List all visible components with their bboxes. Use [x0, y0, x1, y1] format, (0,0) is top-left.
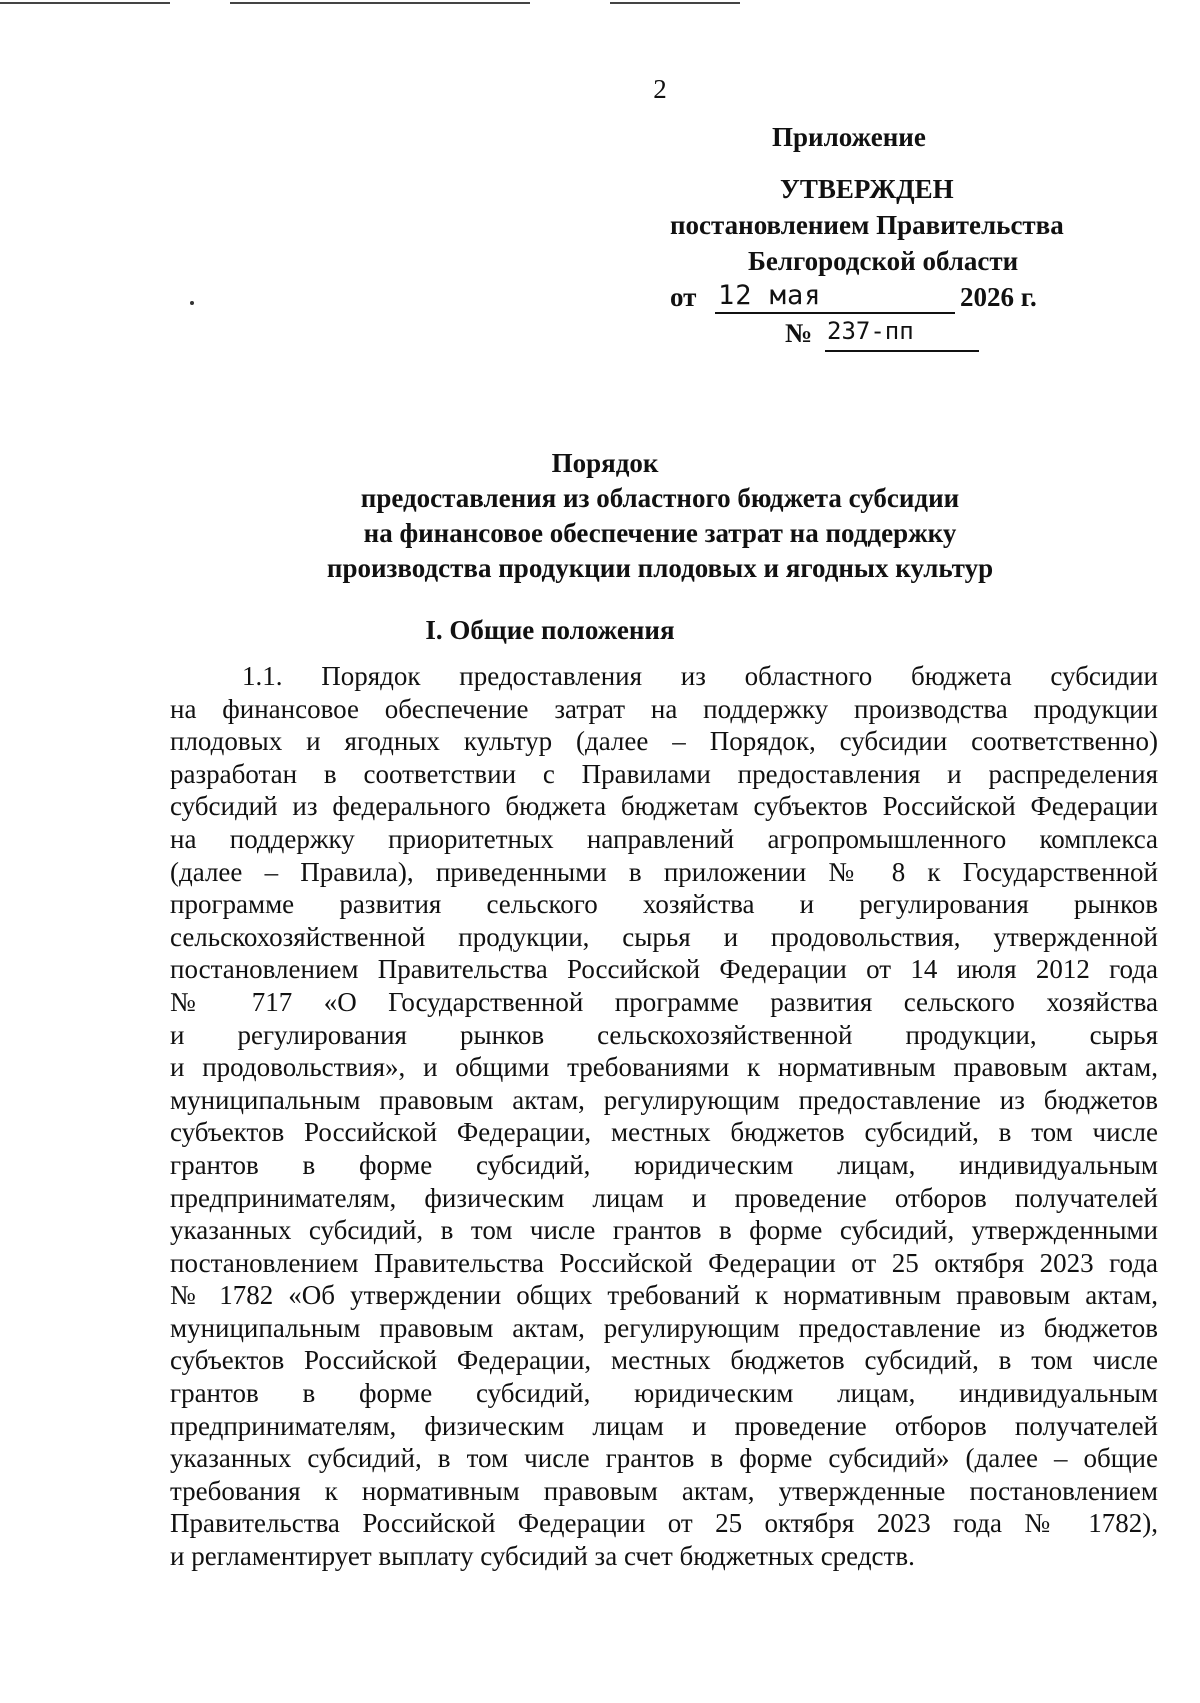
page-number: 2 — [653, 74, 667, 104]
body-line: грантов в форме субсидий, юридическим лицам, индивидуальным — [170, 1378, 1158, 1409]
body-line: предпринимателям, физическим лицам и проведение отборов получателей — [170, 1410, 1158, 1441]
title-line: предоставления из областного бюджета субсидии — [360, 483, 960, 513]
scan-edge-mark — [0, 2, 170, 4]
body-line: грантов в форме субсидий, юридическим лицам, индивидуальным — [170, 1149, 1158, 1180]
date-value: 12 мая — [718, 280, 822, 311]
body-line: субъектов Российской Федерации, местных бюджетов субсидий, в том числе — [170, 1345, 1158, 1376]
scan-edge-mark — [610, 2, 740, 4]
body-line: муниципальным правовым актам, регулирующим предоставление из бюджетов — [170, 1312, 1158, 1343]
body-line: требования к нормативным правовым актам, утвержденные постановлением — [170, 1475, 1158, 1506]
body-line: на поддержку приоритетных направлений агропромышленного комплекса — [170, 823, 1158, 854]
document-title — [0, 446, 1200, 586]
body-line: предпринимателям, физическим лицам и проведение отборов получателей — [170, 1182, 1158, 1213]
body-line: муниципальным правовым актам, регулирующим предоставление из бюджетов — [170, 1084, 1158, 1115]
body-paragraph — [170, 660, 1158, 1573]
approval-number-line — [785, 318, 985, 354]
body-line: на финансовое обеспечение затрат на поддержку производства продукции — [170, 693, 1158, 724]
section-heading: I. Общие положения — [425, 615, 675, 645]
region-line: Белгородской области — [748, 246, 1019, 276]
body-line: 1.1. Порядок предоставления из областного бюджета субсидии — [242, 661, 1158, 691]
appendix-label: Приложение — [772, 122, 926, 152]
number-value: 237-пп — [827, 317, 914, 345]
approved-by-line: постановлением Правительства — [670, 210, 1064, 240]
body-line: плодовых и ягодных культур (далее – Порядок, субсидии соответственно) — [170, 726, 1158, 757]
body-line: субъектов Российской Федерации, местных бюджетов субсидий, в том числе — [170, 1117, 1158, 1148]
body-line: и регулирования рынков сельскохозяйственной продукции, сырья — [170, 1019, 1158, 1050]
body-line: разработан в соответствии с Правилами предоставления и распределения — [170, 758, 1158, 789]
body-line: сельскохозяйственной продукции, сырья и продовольствия, утвержденной — [170, 921, 1158, 952]
title-line: на финансовое обеспечение затрат на поддержку — [363, 518, 957, 548]
approval-date-line — [670, 282, 1110, 318]
approved-label: УТВЕРЖДЕН — [780, 174, 954, 204]
body-line: субсидий из федерального бюджета бюджетам субъектов Российской Федерации — [170, 791, 1158, 822]
body-line: Правительства Российской Федерации от 25 октября 2023 года № 1782), — [170, 1508, 1158, 1539]
body-line: указанных субсидий, в том числе грантов в форме субсидий» (далее – общие — [170, 1443, 1158, 1474]
body-line: указанных субсидий, в том числе грантов в форме субсидий, утвержденными — [170, 1215, 1158, 1246]
body-line: постановлением Правительства Российской Федерации от 14 июля 2012 года — [170, 954, 1158, 985]
date-prefix: от — [670, 282, 697, 312]
number-prefix: № — [785, 318, 813, 348]
body-line: и регламентирует выплату субсидий за счет бюджетных средств. — [170, 1541, 915, 1572]
body-line: постановлением Правительства Российской Федерации от 25 октября 2023 года — [170, 1247, 1158, 1278]
title-line: производства продукции плодовых и ягодных культур — [326, 553, 994, 583]
scan-edge-mark — [230, 2, 530, 4]
date-year: 2026 г. — [960, 282, 1037, 312]
title-line: Порядок — [551, 448, 659, 478]
body-line: программе развития сельского хозяйства и регулирования рынков — [170, 889, 1158, 920]
body-line: и продовольствия», и общими требованиями к нормативным правовым актам, — [170, 1052, 1158, 1083]
body-line: № 717 «О Государственной программе развития сельского хозяйства — [170, 986, 1158, 1017]
body-line: № 1782 «Об утверждении общих требований к нормативным правовым актам, — [170, 1280, 1158, 1311]
scan-speck — [190, 301, 194, 305]
body-line: (далее – Правила), приведенными в приложении № 8 к Государственной — [170, 856, 1158, 887]
